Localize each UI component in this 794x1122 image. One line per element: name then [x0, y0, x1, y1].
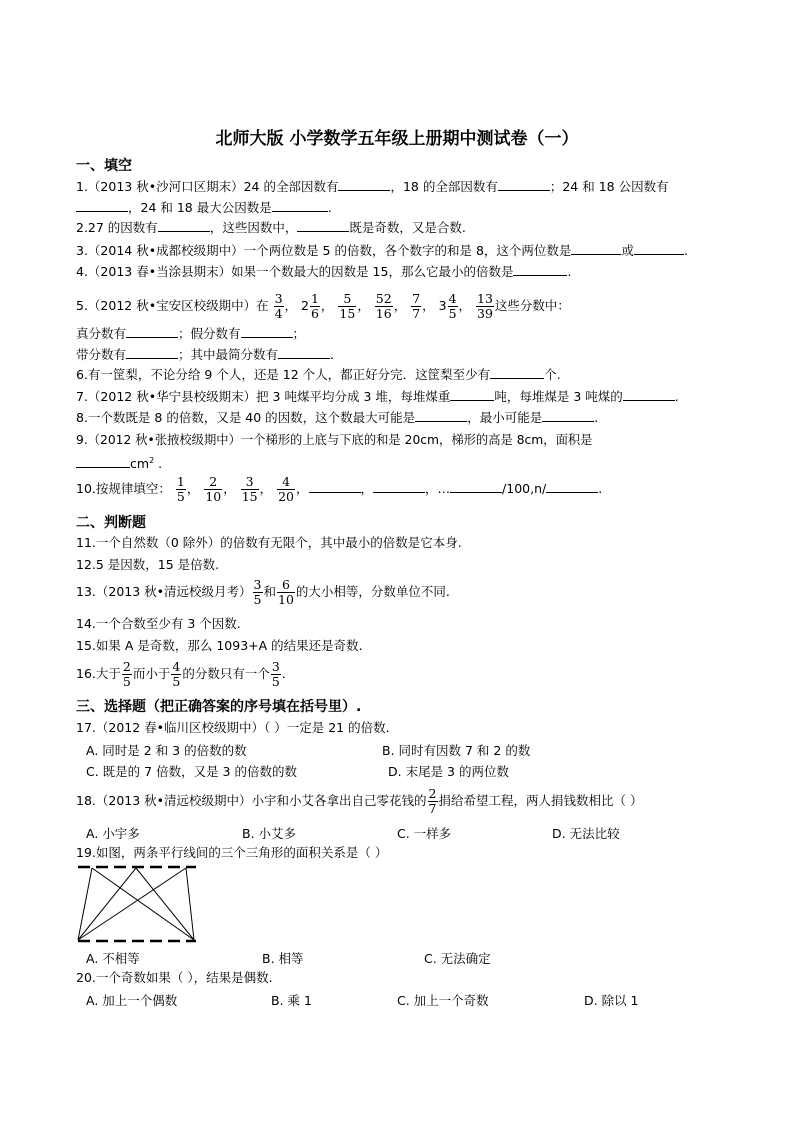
question-13: 13.（2013 秋•清远校级月考） $\frac{3}{5}$ 和 $\frac{6}{10}$ 的大小相等，分数单位不同. [76, 577, 450, 607]
option-d[interactable]: D. 末尾是 3 的两位数 [388, 764, 509, 779]
answer-blank[interactable] [278, 347, 330, 359]
fraction: $\frac{3}{15}$ [241, 474, 258, 504]
fraction: $\frac{4}{5}$ [448, 291, 457, 321]
section-true-false: 二、判断题 [76, 515, 146, 531]
parallel-triangles-figure [74, 862, 200, 946]
question-17: 17.（2012 春•临川区校级期中）（ ）一定是 21 的倍数. [76, 720, 390, 735]
option-c[interactable]: C. 加上一个奇数 [397, 993, 489, 1008]
option-a[interactable]: A. 小宇多 [86, 826, 140, 841]
answer-blank[interactable] [513, 264, 567, 276]
fraction: $\frac{1}{5}$ [176, 474, 185, 504]
answer-blank[interactable] [158, 220, 210, 232]
section-multiple-choice: 三、选择题（把正确答案的序号填在括号里）. [76, 699, 362, 715]
fraction: $\frac{7}{7}$ [412, 291, 421, 321]
answer-blank[interactable] [623, 389, 675, 401]
question-9-line2: $cm^2$ . [76, 453, 162, 472]
question-7: 7.（2012 秋•华宁县校级期末）把 3 吨煤平均分成 3 堆，每堆煤重 吨，每堆煤是 3 吨煤的 . [76, 389, 679, 404]
fraction: $\frac{3}{4}$ [274, 291, 283, 321]
fraction: $\frac{2}{7}$ [428, 786, 437, 816]
answer-blank[interactable] [126, 326, 178, 338]
option-c[interactable]: C. 无法确定 [424, 951, 491, 966]
answer-blank[interactable] [76, 456, 130, 468]
answer-blank[interactable] [546, 481, 598, 493]
question-5-line3: 带分数有 ；其中最简分数有 . [76, 347, 335, 362]
question-8: 8.一个数既是 8 的倍数，又是 40 的因数，这个数最大可能是 ，最小可能是 . [76, 410, 599, 425]
question-14: 14.一个合数至少有 3 个因数. [76, 616, 241, 631]
question-9-line1: 9.（2012 秋•张掖校级期中）一个梯形的上底与下底的和是 20cm，梯形的高是 8cm，面积是 [76, 433, 593, 447]
answer-blank[interactable] [338, 179, 390, 191]
answer-blank[interactable] [450, 389, 494, 401]
question-19: 19.如图，两条平行线间的三个三角形的面积关系是（ ） [76, 845, 388, 860]
answer-blank[interactable] [241, 326, 293, 338]
question-2: 2.27 的因数有 ，这些因数中， 既是奇数，又是合数. [76, 220, 466, 235]
option-a[interactable]: A. 加上一个偶数 [86, 993, 178, 1008]
fraction: $\frac{3}{5}$ [253, 577, 262, 607]
option-d[interactable]: D. 无法比较 [552, 826, 620, 841]
option-d[interactable]: D. 除以 1 [584, 993, 639, 1008]
option-c[interactable]: C. 既是的 7 倍数，又是 3 的倍数的数 [86, 764, 297, 779]
option-c[interactable]: C. 一样多 [397, 826, 452, 841]
option-a[interactable]: A. 不相等 [86, 951, 140, 966]
answer-blank[interactable] [272, 200, 328, 212]
answer-blank[interactable] [76, 200, 128, 212]
answer-blank[interactable] [634, 243, 684, 255]
fraction: $\frac{2}{10}$ [205, 474, 222, 504]
question-18: 18.（2013 秋•清远校级期中）小宇和小艾各拿出自己零花钱的 $\frac{2}{7}$ 捐给希望工程，两人捐钱数相比（ ） [76, 786, 643, 816]
option-b[interactable]: B. 小艾多 [242, 826, 297, 841]
question-3: 3.（2014 秋•成都校级期中）一个两位数是 5 的倍数，各个数字的和是 8，这个两位数是 或 . [76, 243, 688, 258]
question-10: 10.按规律填空： $\frac{1}{5}$ ， $\frac{2}{10}$ ， $\frac{3}{15}$ ， $\frac{4}{20}$ ， ， ，… /100,n/ . [76, 474, 603, 504]
fraction: $\frac{4}{20}$ [278, 474, 294, 504]
fraction: $\frac{2}{5}$ [122, 659, 131, 689]
fraction: $\frac{5}{15}$ [339, 291, 356, 321]
answer-blank[interactable] [373, 481, 425, 493]
question-5-line2: 真分数有 ；假分数有 ； [76, 326, 306, 341]
question-12: 12.5 是因数，15 是倍数. [76, 557, 220, 572]
answer-blank[interactable] [297, 220, 349, 232]
fraction: $\frac{1}{6}$ [310, 291, 319, 321]
answer-blank[interactable] [490, 367, 544, 379]
answer-blank[interactable] [450, 481, 502, 493]
fraction: $\frac{6}{10}$ [278, 577, 294, 607]
question-20: 20.一个奇数如果（ ），结果是偶数. [76, 970, 273, 985]
answer-blank[interactable] [542, 410, 594, 422]
page-title: 北师大版 小学数学五年级上册期中测试卷（一） [215, 129, 579, 149]
fraction: $\frac{13}{39}$ [477, 291, 493, 321]
answer-blank[interactable] [571, 243, 621, 255]
fraction: $\frac{4}{5}$ [172, 659, 181, 689]
option-a[interactable]: A. 同时是 2 和 3 的倍数的数 [86, 743, 247, 758]
fraction: $\frac{3}{5}$ [271, 659, 280, 689]
option-b[interactable]: B. 乘 1 [271, 993, 312, 1008]
answer-blank[interactable] [126, 347, 178, 359]
question-6: 6.有一筐梨，不论分给 9 个人，还是 12 个人，都正好分完．这筐梨至少有 个. [76, 367, 561, 382]
question-11: 11.一个自然数（0 除外）的倍数有无限个，其中最小的倍数是它本身. [76, 535, 462, 550]
question-16: 16.大于 $\frac{2}{5}$ 而小于 $\frac{4}{5}$ 的分数只有一个 $\frac{3}{5}$ . [76, 659, 286, 689]
answer-blank[interactable] [415, 410, 467, 422]
option-b[interactable]: B. 相等 [262, 951, 304, 966]
question-15: 15.如果 A 是奇数，那么 1093+A 的结果还是奇数. [76, 638, 363, 653]
question-1-line2: ，24 和 18 最大公因数是 . [76, 200, 332, 216]
question-5-line1: 5.（2012 秋•宝安区校级期中）在 $\frac{3}{4}$ ， 2 $\frac{1}{6}$ ， $\frac{5}{15}$ ， $\frac{52}{16}$ ， $\frac{7}{7}$ ， 3 $\frac{4}{5}$ ， $\frac{13}{39}$ 这些分数中： [76, 291, 570, 321]
question-1-line1: 1.（2013 秋•沙河口区期末）24 的全部因数有 ，18 的全部因数有 ；24 和 18 公因数有 [76, 179, 669, 194]
question-4: 4.（2013 春•当涂县期末）如果一个数最大的因数是 15，那么它最小的倍数是 . [76, 264, 572, 279]
answer-blank[interactable] [309, 481, 361, 493]
option-b[interactable]: B. 同时有因数 7 和 2 的数 [382, 743, 531, 758]
answer-blank[interactable] [498, 179, 550, 191]
section-fill-blank: 一、填空 [76, 158, 132, 174]
fraction: $\frac{52}{16}$ [375, 291, 392, 321]
